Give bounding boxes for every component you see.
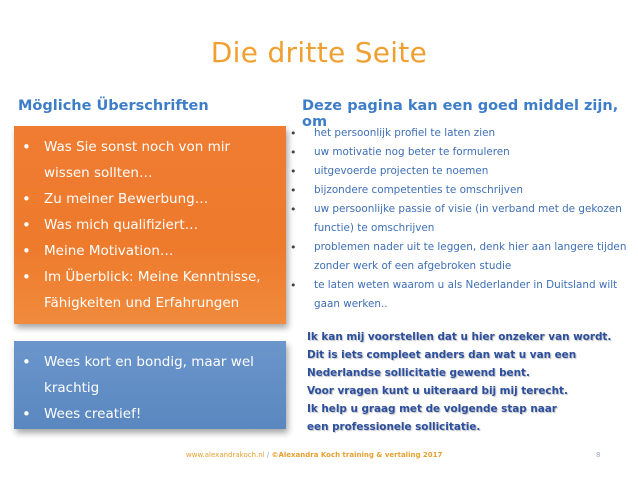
list-item: • Was mich qualifiziert…: [22, 216, 199, 234]
footer-copyright: ©Alexandra Koch training & vertaling 2017: [271, 451, 443, 459]
list-item: • uw motivatie nog beter te formuleren: [290, 146, 510, 159]
closing-line: Nederlandse sollicitatie gewend bent.: [307, 367, 530, 379]
list-item: • problemen nader uit te leggen, denk hier aan langere tijden zonder werk of een afgebroken studie: [290, 241, 627, 272]
list-item: • het persoonlijk profiel te laten zien: [290, 127, 496, 140]
closing-line: een professionele sollicitatie.: [307, 421, 481, 433]
closing-line: Dit is iets compleet anders dan wat u van een: [307, 349, 577, 361]
blue-list: [14, 341, 286, 427]
left-heading: Mögliche Überschriften: [18, 98, 209, 114]
list-item: • Wees kort en bondig, maar wel krachtig: [22, 353, 254, 396]
orange-headings-box: [14, 126, 286, 324]
list-item: • te laten weten waarom u als Nederlander in Duitsland wilt gaan werken..: [290, 279, 618, 310]
list-item: • Was Sie sonst noch von mir wissen sollten…: [22, 138, 231, 181]
blue-tips-box: [14, 341, 286, 429]
list-item: • uitgevoerde projecten te noemen: [290, 165, 489, 178]
list-item: • Zu meiner Bewerbung…: [22, 190, 209, 208]
closing-message: [307, 328, 627, 436]
orange-list: [14, 126, 286, 316]
list-item: • bijzondere competenties te omschrijven: [290, 184, 523, 197]
page-number: 8: [596, 451, 601, 459]
closing-line: Ik kan mij voorstellen dat u hier onzeker van wordt.: [307, 331, 612, 343]
list-item: • Im Überblick: Meine Kenntnisse, Fähigkeiten und Erfahrungen: [22, 268, 261, 311]
footer-website[interactable]: www.alexandrakoch.nl: [186, 451, 265, 459]
closing-line: Voor vragen kunt u uiteraard bij mij terecht.: [307, 385, 568, 397]
footer-separator: /: [266, 451, 270, 459]
footer: [186, 451, 442, 459]
list-item: • uw persoonlijke passie of visie (in verband met de gekozen functie) te omschrijven: [290, 203, 622, 234]
right-heading: Deze pagina kan een goed middel zijn, om: [302, 98, 619, 130]
slide-title: Die dritte Seite: [210, 36, 428, 69]
purpose-list: [290, 124, 630, 314]
closing-line: Ik help u graag met de volgende stap naar: [307, 403, 557, 415]
list-item: • Wees creatief!: [22, 405, 142, 423]
list-item: • Meine Motivation…: [22, 242, 174, 260]
